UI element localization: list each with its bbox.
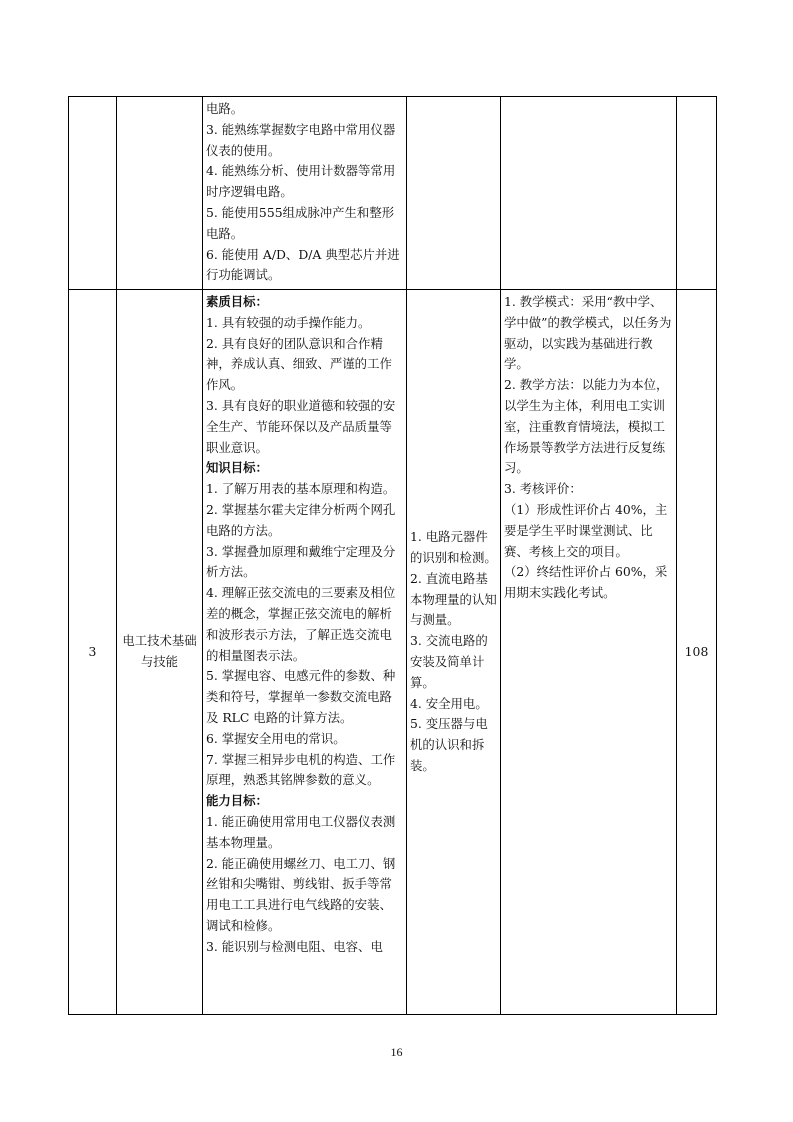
list-item: 6. 掌握安全用电的常识。 [206,730,346,746]
list-item: 3. 能熟练掌握数字电路中常用仪器仪表的使用。 [206,121,396,158]
table-row [69,290,717,1015]
list-item: 1. 了解万用表的基本原理和构造。 [206,481,396,497]
list-item: 2. 具有良好的团队意识和合作精神，养成认真、细致、严谨的工作作风。 [206,335,392,393]
list-item: 1. 能正确使用常用电工仪器仪表测基本物理量。 [206,813,396,850]
method-cell [501,97,677,290]
course-name-cell: 电工技术基础与技能 [117,290,203,1015]
list-item: 3. 交流电路的安装及简单计算。 [410,633,488,690]
list-item: 1. 教学模式：采用“教中学、学中做”的教学模式，以任务为驱动，以实践为基础进行教学。 [504,294,672,372]
list-item: 2. 直流电路基本物理量的认知与测量。 [410,570,497,628]
list-item: （1）形成性评价占 40%，主要是学生平时课堂测试、比赛、考核上交的项目。 [504,501,668,559]
list-item: 1. 具有较强的动手操作能力。 [206,314,371,330]
content-cell [407,290,501,1015]
section-heading: 知识目标： [206,460,268,476]
list-item: 2. 教学方法：以能力为本位，以学生为主体，利用电工实训室，注重教育情境法，模拟工作场景等教学方法进行反复练习。 [504,377,669,476]
list-item: 2. 能正确使用螺丝刀、电工刀、钢丝钳和尖嘴钳、剪线钳、扳手等常用电工工具进行电气线路的安装、调试和检修。 [206,855,396,933]
objectives-cell [203,290,407,1015]
list-item: （2）终结性评价占 60%，采用期末实践化考试。 [504,564,668,601]
list-item: 6. 能使用 A/D、D/A 典型芯片并进行功能调试。 [206,246,400,283]
list-item: 7. 掌握三相异步电机的构造、工作原理，熟悉其铭牌参数的意义。 [206,751,396,788]
list-item: 3. 具有良好的职业道德和较强的安全生产、节能环保以及产品质量等职业意识。 [206,397,396,455]
list-item: 3. 考核评价： [504,481,582,497]
list-item: 4. 理解正弦交流电的三要素及相位差的概念，掌握正弦交流电的解析和波形表示方法，了解正选交流电的相量图表示法。 [206,585,396,663]
list-item: 3. 掌握叠加原理和戴维宁定理及分析方法。 [206,543,396,580]
hours-cell [677,97,717,290]
section-heading: 素质目标： [206,294,268,309]
seq-cell: 3 [69,290,117,1015]
page-number: 16 [390,1045,403,1059]
hours-cell: 108 [677,290,717,1015]
seq-cell [69,97,117,290]
table-row [69,97,717,290]
content-cell [407,97,501,290]
list-item: 1. 电路元器件的识别和检测。 [410,529,497,566]
curriculum-table [68,96,717,1015]
list-item: 电路。 [206,101,244,116]
list-item: 4. 能熟练分析、使用计数器等常用时序逻辑电路。 [206,163,396,200]
course-name-cell [117,97,203,290]
objectives-cell [203,97,407,290]
method-cell [501,290,677,1015]
list-item: 5. 能使用555组成脉冲产生和整形电路。 [206,204,395,241]
list-item: 4. 安全用电。 [410,695,488,711]
section-heading: 能力目标： [206,793,268,809]
list-item: 3. 能识别与检测电阻、电容、电 [206,938,383,954]
list-item: 5. 掌握电容、电感元件的参数、种类和符号，掌握单一参数交流电路及 RLC 电路的计算方法。 [206,668,396,725]
list-item: 5. 变压器与电机的认识和拆装。 [410,716,488,773]
list-item: 2. 掌握基尔霍夫定律分析两个网孔电路的方法。 [206,501,396,538]
